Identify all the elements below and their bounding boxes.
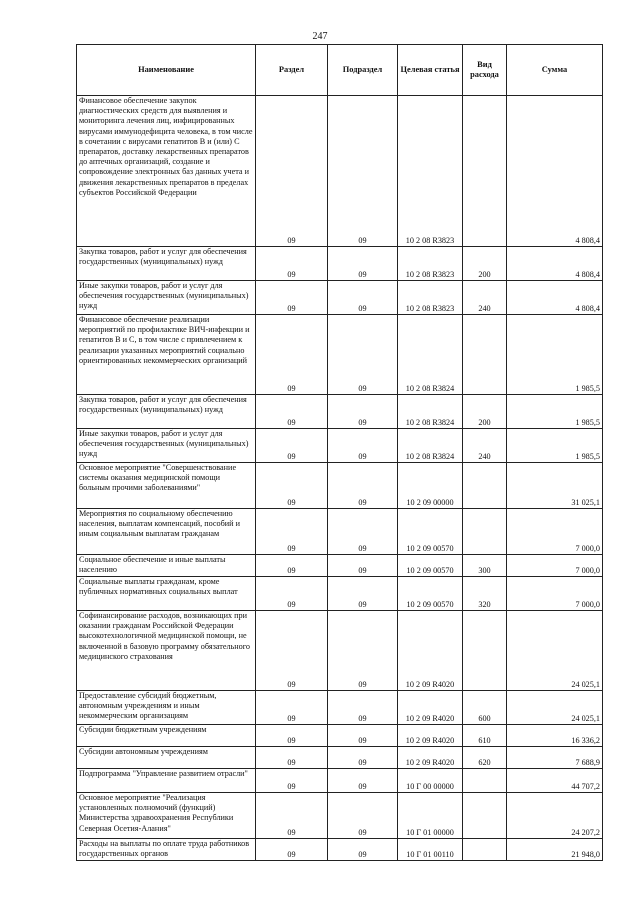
row-sum: 24 025,1	[507, 691, 603, 725]
row-vid: 200	[463, 247, 507, 281]
row-vid: 600	[463, 691, 507, 725]
row-podrazdel: 09	[328, 429, 398, 463]
row-razdel: 09	[256, 839, 328, 861]
row-name: Иные закупки товаров, работ и услуг для обеспечения государственных (муниципальных) нужд	[77, 281, 256, 315]
row-vid	[463, 793, 507, 839]
row-razdel: 09	[256, 577, 328, 611]
row-name: Закупка товаров, работ и услуг для обеспечения государственных (муниципальных) нужд	[77, 395, 256, 429]
row-vid: 200	[463, 395, 507, 429]
row-razdel: 09	[256, 611, 328, 691]
row-sum: 7 688,9	[507, 747, 603, 769]
row-name: Иные закупки товаров, работ и услуг для обеспечения государственных (муниципальных) нужд	[77, 429, 256, 463]
table-row	[77, 281, 603, 315]
row-vid	[463, 96, 507, 247]
row-sum: 1 985,5	[507, 395, 603, 429]
row-vid: 300	[463, 555, 507, 577]
row-name: Закупка товаров, работ и услуг для обеспечения государственных (муниципальных) нужд	[77, 247, 256, 281]
row-sum: 16 336,2	[507, 725, 603, 747]
table-header-row	[77, 45, 603, 96]
row-razdel: 09	[256, 747, 328, 769]
page-number: 247	[312, 31, 328, 42]
table-row	[77, 793, 603, 839]
row-razdel: 09	[256, 315, 328, 395]
row-podrazdel: 09	[328, 463, 398, 509]
row-target: 10 2 09 00570	[398, 577, 463, 611]
table-row	[77, 395, 603, 429]
row-vid	[463, 769, 507, 793]
row-sum: 21 948,0	[507, 839, 603, 861]
row-name: Мероприятия по социальному обеспечению населения, выплатам компенсаций, пособий и иным социальным выплатам гражданам	[77, 509, 256, 555]
row-podrazdel: 09	[328, 747, 398, 769]
row-target: 10 2 09 R4020	[398, 725, 463, 747]
row-vid	[463, 839, 507, 861]
table-row	[77, 611, 603, 691]
table-row	[77, 769, 603, 793]
table-row	[77, 747, 603, 769]
row-sum: 1 985,5	[507, 429, 603, 463]
row-razdel: 09	[256, 555, 328, 577]
row-podrazdel: 09	[328, 793, 398, 839]
row-podrazdel: 09	[328, 611, 398, 691]
budget-table	[76, 44, 603, 861]
row-vid	[463, 509, 507, 555]
row-razdel: 09	[256, 725, 328, 747]
row-sum: 1 985,5	[507, 315, 603, 395]
row-target: 10 2 08 R3824	[398, 315, 463, 395]
row-razdel: 09	[256, 463, 328, 509]
row-podrazdel: 09	[328, 691, 398, 725]
row-target: 10 2 08 R3824	[398, 395, 463, 429]
row-name: Финансовое обеспечение реализации мероприятий по профилактике ВИЧ-инфекции и гепатитов B и C, в том числе с привлечением к реализации указанных мероприятий социально ориентированных некоммерческих организаций	[77, 315, 256, 395]
row-target: 10 Г 00 00000	[398, 769, 463, 793]
row-razdel: 09	[256, 691, 328, 725]
row-name: Социальные выплаты гражданам, кроме публичных нормативных социальных выплат	[77, 577, 256, 611]
row-podrazdel: 09	[328, 96, 398, 247]
row-podrazdel: 09	[328, 725, 398, 747]
table-row	[77, 509, 603, 555]
table-row	[77, 429, 603, 463]
row-podrazdel: 09	[328, 509, 398, 555]
row-vid: 610	[463, 725, 507, 747]
table-row	[77, 691, 603, 725]
row-razdel: 09	[256, 429, 328, 463]
row-target: 10 2 08 R3823	[398, 96, 463, 247]
row-name: Расходы на выплаты по оплате труда работников государственных органов	[77, 839, 256, 861]
row-vid	[463, 463, 507, 509]
row-razdel: 09	[256, 509, 328, 555]
row-target: 10 2 08 R3824	[398, 429, 463, 463]
row-name: Субсидии автономным учреждениям	[77, 747, 256, 769]
row-podrazdel: 09	[328, 315, 398, 395]
row-target: 10 2 08 R3823	[398, 281, 463, 315]
row-razdel: 09	[256, 247, 328, 281]
table-row	[77, 839, 603, 861]
row-podrazdel: 09	[328, 577, 398, 611]
row-podrazdel: 09	[328, 247, 398, 281]
row-razdel: 09	[256, 281, 328, 315]
table-row	[77, 463, 603, 509]
row-vid	[463, 315, 507, 395]
row-razdel: 09	[256, 96, 328, 247]
row-vid: 240	[463, 281, 507, 315]
row-razdel: 09	[256, 793, 328, 839]
table-row	[77, 555, 603, 577]
row-vid	[463, 611, 507, 691]
header-name: Наименование	[77, 45, 256, 96]
header-razdel: Раздел	[256, 45, 328, 96]
row-sum: 4 808,4	[507, 247, 603, 281]
table-row	[77, 96, 603, 247]
row-target: 10 2 09 R4020	[398, 747, 463, 769]
header-vid: Вид расхода	[463, 45, 507, 96]
row-name: Основное мероприятие "Совершенствование системы оказания медицинской помощи больным прочими заболеваниями"	[77, 463, 256, 509]
row-podrazdel: 09	[328, 839, 398, 861]
row-target: 10 2 09 00570	[398, 509, 463, 555]
row-sum: 44 707,2	[507, 769, 603, 793]
row-target: 10 Г 01 00110	[398, 839, 463, 861]
row-sum: 7 000,0	[507, 509, 603, 555]
row-razdel: 09	[256, 395, 328, 429]
table-row	[77, 577, 603, 611]
table-row	[77, 725, 603, 747]
row-sum: 31 025,1	[507, 463, 603, 509]
row-podrazdel: 09	[328, 769, 398, 793]
row-sum: 4 808,4	[507, 281, 603, 315]
row-target: 10 2 09 00000	[398, 463, 463, 509]
row-target: 10 2 09 00570	[398, 555, 463, 577]
row-target: 10 2 09 R4020	[398, 611, 463, 691]
table-row	[77, 247, 603, 281]
row-target: 10 2 08 R3823	[398, 247, 463, 281]
row-name: Субсидии бюджетным учреждениям	[77, 725, 256, 747]
header-sum: Сумма	[507, 45, 603, 96]
row-name: Софинансирование расходов, возникающих при оказании гражданам Российской Федерации высокотехнологичной медицинской помощи, не включенной в базовую программу обязательного медицинского страхования	[77, 611, 256, 691]
row-vid: 240	[463, 429, 507, 463]
table-row	[77, 315, 603, 395]
row-podrazdel: 09	[328, 555, 398, 577]
row-name: Основное мероприятие "Реализация установленных полномочий (функций) Министерства здравоохранения Республики Северная Осетия-Алания"	[77, 793, 256, 839]
row-razdel: 09	[256, 769, 328, 793]
row-name: Социальное обеспечение и иные выплаты населению	[77, 555, 256, 577]
row-vid: 320	[463, 577, 507, 611]
row-sum: 24 025,1	[507, 611, 603, 691]
row-name: Финансовое обеспечение закупок диагностических средств для выявления и мониторинга лечения лиц, инфицированных вирусами иммунодефицита человека, в том числе в сочетании с вирусами гепатитов B и (или) C препаратов, доставку лекарственных препаратов до аптечных организаций, создание и сопровождение электронных баз данных учета и движения лекарственных препаратов в пределах субъектов Российской Федерации	[77, 96, 256, 247]
row-name: Предоставление субсидий бюджетным, автономным учреждениям и иным некоммерческим организациям	[77, 691, 256, 725]
row-target: 10 Г 01 00000	[398, 793, 463, 839]
row-sum: 7 000,0	[507, 577, 603, 611]
row-sum: 4 808,4	[507, 96, 603, 247]
row-target: 10 2 09 R4020	[398, 691, 463, 725]
row-podrazdel: 09	[328, 281, 398, 315]
row-vid: 620	[463, 747, 507, 769]
row-sum: 7 000,0	[507, 555, 603, 577]
row-podrazdel: 09	[328, 395, 398, 429]
row-name: Подпрограмма "Управление развитием отрасли"	[77, 769, 256, 793]
header-podrazdel: Подраздел	[328, 45, 398, 96]
row-sum: 24 207,2	[507, 793, 603, 839]
header-target: Целевая статья	[398, 45, 463, 96]
